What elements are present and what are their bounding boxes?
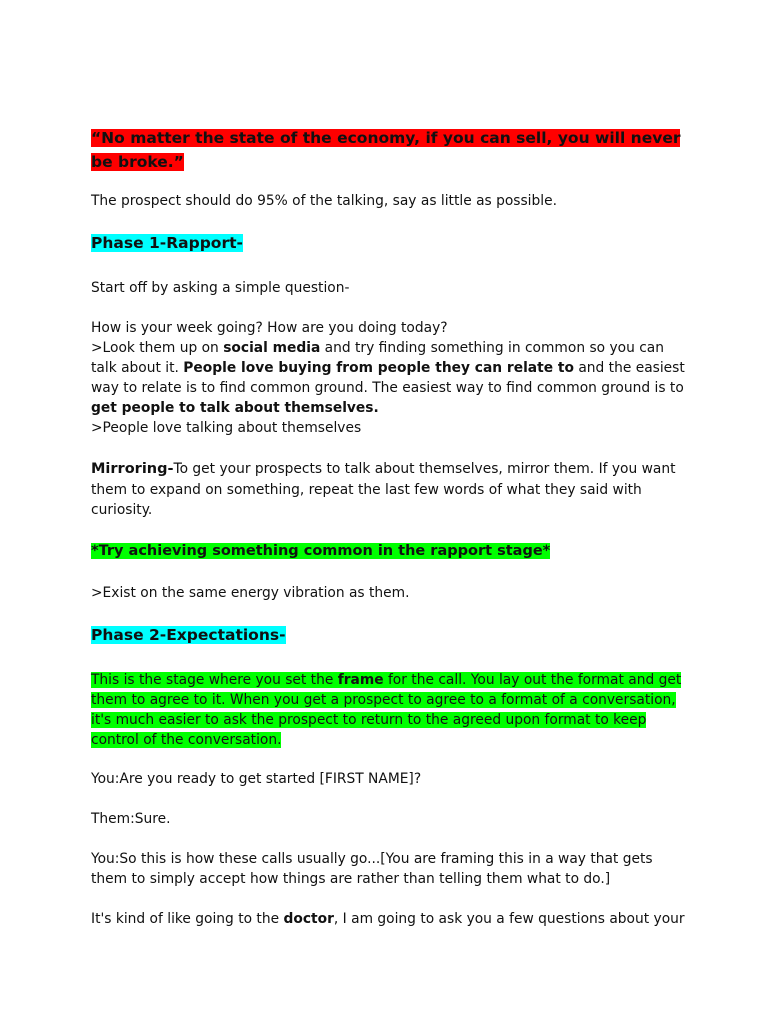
bold-segment: get people to talk about themselves.: [91, 400, 379, 416]
phase2-heading-text: Phase 2-Expectations-: [91, 626, 286, 644]
text-segment: It's kind of like going to the: [91, 911, 284, 927]
dialogue-them-1: Them:Sure.: [91, 811, 171, 827]
text-segment: and the easiest way to relate is to find common ground. The easiest way to find common ground is to: [91, 360, 685, 396]
phase1-paragraph: [91, 318, 691, 438]
phase2-heading: [91, 623, 691, 647]
bold-segment: frame: [337, 672, 384, 688]
phase2-paragraph: [91, 670, 691, 750]
mirroring-paragraph: [91, 458, 691, 520]
rapport-tip-text: *Try achieving something common in the rapport stage*: [91, 543, 551, 559]
quote-text: “No matter the state of the economy, if you can sell, you will never be broke.”: [91, 129, 681, 171]
text-segment: This is the stage where you set the: [91, 672, 338, 688]
text-segment: >Look them up on: [91, 340, 224, 356]
phase1-questions: How is your week going? How are you doing today?: [91, 320, 448, 336]
phase1-heading: [91, 231, 691, 255]
doctor-analogy: [91, 909, 691, 929]
phase1-social-media: [91, 338, 691, 418]
talking-rule: The prospect should do 95% of the talking, say as little as possible.: [91, 193, 557, 209]
text-segment: for the call. You lay out the format and get them to agree to it. When you get a prospect to agree to a format of a conversation, it's much easier to ask the prospect to return to the agreed upon format to keep control of the conversation.: [91, 672, 682, 748]
phase1-intro: Start off by asking a simple question-: [91, 280, 350, 296]
text-segment: and try finding something in common so you can talk about it.: [91, 340, 664, 376]
energy-note: >Exist on the same energy vibration as them.: [91, 585, 410, 601]
phase1-heading-text: Phase 1-Rapport-: [91, 234, 243, 252]
text-segment: , I am going to ask you a few questions about your: [333, 911, 685, 927]
bold-segment: social media: [223, 340, 321, 356]
dialogue-you-2: You:So this is how these calls usually go...[You are framing this in a way that gets them to simply accept how things are rather than telling them what to do.]: [91, 851, 653, 887]
bold-segment: People love buying from people they can relate to: [183, 360, 574, 376]
mirroring-label: Mirroring-: [91, 461, 174, 477]
bold-segment: doctor: [283, 911, 334, 927]
phase2-text: [91, 672, 681, 748]
phase1-talking-note: >People love talking about themselves: [91, 420, 362, 436]
opening-quote: [91, 126, 691, 174]
mirroring-text: To get your prospects to talk about themselves, mirror them. If you want them to expand on something, repeat the last few words of what they said with curiosity.: [91, 461, 676, 518]
rapport-tip: [91, 540, 691, 562]
dialogue-you-1: You:Are you ready to get started [FIRST NAME]?: [91, 771, 422, 787]
